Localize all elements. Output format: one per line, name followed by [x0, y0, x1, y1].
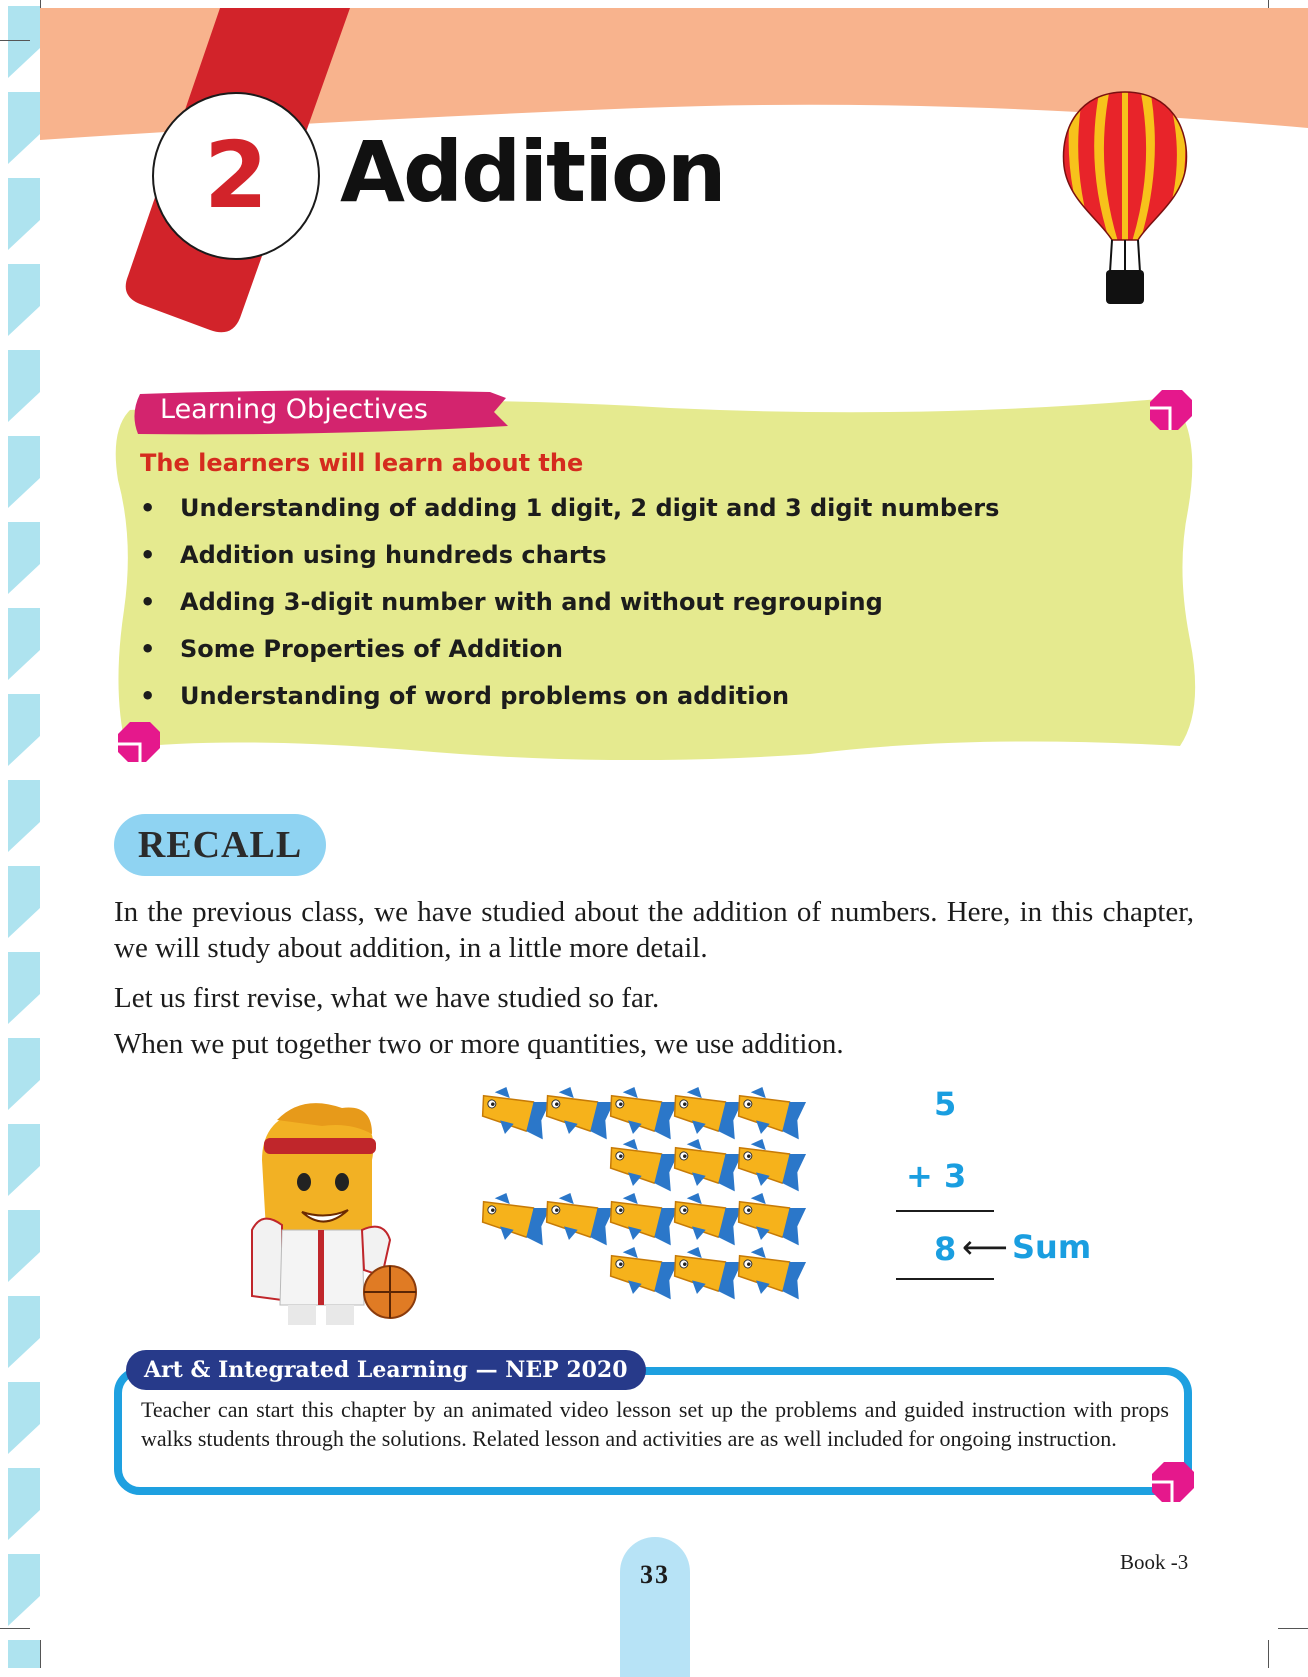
list-item: • Understanding of word problems on addition: [140, 682, 790, 710]
fish-icon: [668, 1188, 745, 1249]
left-arrow-icon: ⟵: [962, 1228, 1008, 1266]
list-item: • Adding 3-digit number with and without regrouping: [140, 588, 883, 616]
fish-icon: [732, 1134, 809, 1195]
art-integrated-learning-header: Art & Integrated Learning — NEP 2020: [126, 1350, 646, 1390]
corner-decoration-icon: [1148, 388, 1194, 432]
fish-icon: [668, 1082, 745, 1143]
hot-air-balloon-icon: [1060, 88, 1190, 308]
crop-mark: [0, 40, 30, 41]
fish-icon: [732, 1082, 809, 1143]
list-item: • Addition using hundreds charts: [140, 541, 607, 569]
page-number: 33: [640, 1560, 670, 1589]
crop-mark: [1268, 1640, 1269, 1668]
fish-counting-illustration: [478, 1082, 838, 1312]
art-integrated-learning-text: Teacher can start this chapter by an animated video lesson set up the problems and guided instruction with props walks students through the solutions. Related lesson and activities are as well included for ongoing instruction.: [141, 1397, 1169, 1451]
fish-icon: [668, 1134, 745, 1195]
learning-objectives-list: [140, 492, 999, 727]
recall-heading: RECALL: [137, 824, 303, 866]
crop-mark: [1278, 1628, 1308, 1629]
mascot-character-image: [222, 1100, 432, 1330]
recall-paragraph: In the previous class, we have studied about the addition of numbers. Here, in this chapter, we will study about addition, in a little more detail.: [114, 896, 1194, 964]
page-number-tab: [620, 1537, 690, 1677]
sum-divider-line: [896, 1210, 994, 1212]
list-item: • Understanding of adding 1 digit, 2 digit and 3 digit numbers: [140, 494, 1000, 522]
list-item: • Some Properties of Addition: [140, 635, 563, 663]
learning-objectives-header: Learning Objectives: [160, 394, 428, 425]
fish-icon: [668, 1242, 745, 1303]
fish-icon: [604, 1134, 681, 1195]
recall-paragraph: Let us first revise, what we have studied so far.: [114, 982, 660, 1014]
fish-icon: [540, 1082, 617, 1143]
fish-icon: [732, 1242, 809, 1303]
chapter-number-badge: [152, 92, 320, 260]
fish-icon: [604, 1242, 681, 1303]
chapter-number: 2: [203, 122, 268, 229]
fish-icon: [732, 1188, 809, 1249]
chapter-title: Addition: [340, 123, 725, 221]
sum-divider-line: [896, 1278, 994, 1280]
sum-second-number: + 3: [906, 1157, 967, 1195]
recall-paragraph: When we put together two or more quantities, we use addition.: [114, 1028, 844, 1060]
left-stripe-border: [0, 0, 44, 1668]
crop-mark: [40, 1640, 41, 1668]
sum-label: Sum: [1012, 1228, 1092, 1266]
recall-heading-pill: [114, 814, 326, 876]
sum-first-number: 5: [934, 1085, 957, 1123]
corner-decoration-icon: [116, 720, 162, 764]
fish-icon: [478, 1082, 553, 1143]
sum-result: 8: [934, 1230, 957, 1268]
fish-icon: [604, 1082, 681, 1143]
crop-mark: [0, 1628, 30, 1629]
fish-icon: [540, 1188, 617, 1249]
corner-decoration-icon: [1150, 1460, 1196, 1504]
learning-objectives-intro: The learners will learn about the: [140, 449, 584, 477]
book-label: Book -3: [1120, 1550, 1189, 1574]
fish-icon: [604, 1188, 681, 1249]
fish-icon: [478, 1188, 553, 1249]
